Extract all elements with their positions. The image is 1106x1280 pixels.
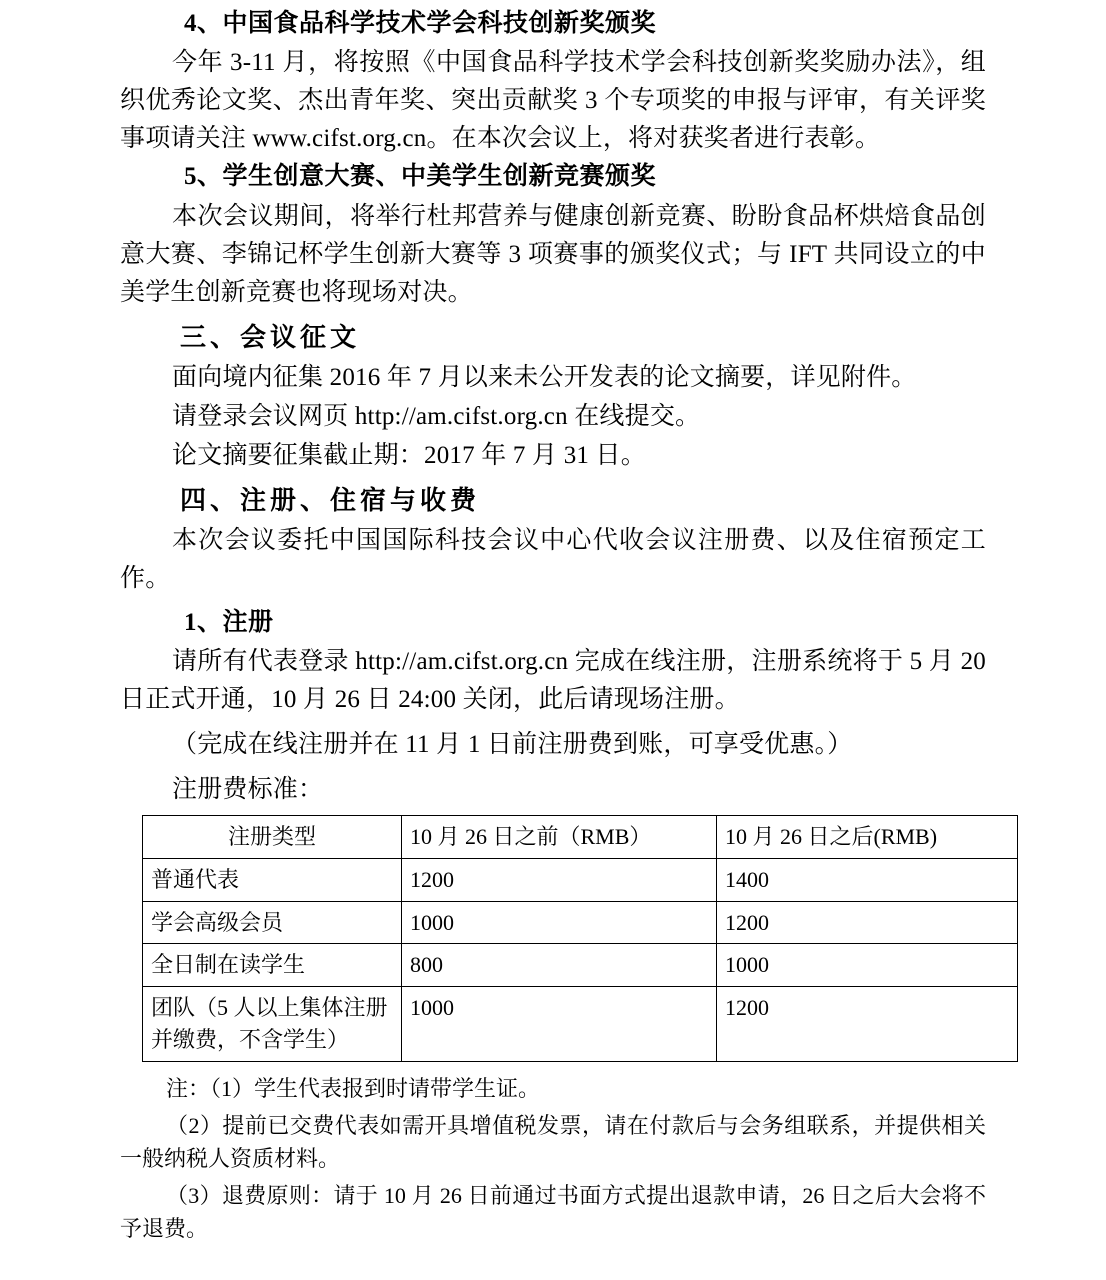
section-heading-registration: 1、注册 bbox=[184, 608, 274, 636]
fee-row-type: 全日制在读学生 bbox=[143, 944, 402, 987]
table-row bbox=[143, 987, 1018, 1062]
paragraph-call-for-papers-2: 请登录会议网页 http://am.cifst.org.cn 在线提交。 bbox=[172, 402, 701, 430]
fee-row-before: 800 bbox=[402, 944, 717, 987]
fee-row-before: 1000 bbox=[402, 987, 717, 1062]
paragraph-registration-2: （完成在线注册并在 11 月 1 日前注册费到账，可享受优惠。） bbox=[172, 730, 853, 758]
paragraph-call-for-papers-1: 面向境内征集 2016 年 7 月以来未公开发表的论文摘要，详见附件。 bbox=[172, 363, 917, 391]
paragraph-registration-1: 请所有代表登录 http://am.cifst.org.cn 完成在线注册，注册系统将于 5 月 20 日正式开通，10 月 26 日 24:00 关闭，此后请现场注册。 bbox=[120, 647, 986, 713]
table-row bbox=[143, 901, 1018, 944]
section-heading-call-for-papers: 三、会议征文 bbox=[180, 322, 361, 352]
section-heading-student-contest: 5、学生创意大赛、中美学生创新竞赛颁奖 bbox=[184, 163, 657, 191]
fee-row-after: 1200 bbox=[717, 901, 1018, 944]
table-header-after: 10 月 26 日之后(RMB) bbox=[717, 815, 1018, 858]
note-2: （2）提前已交费代表如需开具增值税发票，请在付款后与会务组联系，并提供相关一般纳税人资质材料。 bbox=[120, 1113, 986, 1172]
table-header-before: 10 月 26 日之前（RMB） bbox=[402, 815, 717, 858]
fee-row-type: 团队（5 人以上集体注册并缴费，不含学生） bbox=[143, 987, 402, 1062]
note-1: 注：（1）学生代表报到时请带学生证。 bbox=[166, 1076, 541, 1102]
fee-row-before: 1200 bbox=[402, 858, 717, 901]
fee-row-before: 1000 bbox=[402, 901, 717, 944]
fee-row-after: 1400 bbox=[717, 858, 1018, 901]
fee-row-after: 1200 bbox=[717, 987, 1018, 1062]
table-header-row bbox=[143, 815, 1018, 858]
table-header-type: 注册类型 bbox=[143, 815, 402, 858]
section-heading-award-ceremony: 4、中国食品科学技术学会科技创新奖颁奖 bbox=[184, 10, 657, 37]
paragraph-student-contest: 本次会议期间，将举行杜邦营养与健康创新竞赛、盼盼食品杯烘焙食品创意大赛、李锦记杯学生创新大赛等 3 项赛事的颁奖仪式；与 IFT 共同设立的中美学生创新竞赛也将现场对决。 bbox=[120, 202, 986, 306]
registration-fee-table bbox=[142, 815, 1018, 1062]
paragraph-call-for-papers-3: 论文摘要征集截止期：2017 年 7 月 31 日。 bbox=[172, 441, 646, 469]
table-row bbox=[143, 944, 1018, 987]
paragraph-registration-accommodation: 本次会议委托中国国际科技会议中心代收会议注册费、以及住宿预定工作。 bbox=[120, 526, 986, 592]
note-3: （3）退费原则：请于 10 月 26 日前通过书面方式提出退款申请，26 日之后大会将不予退费。 bbox=[120, 1183, 986, 1242]
section-heading-registration-accommodation: 四、注册、住宿与收费 bbox=[180, 485, 481, 515]
table-notes bbox=[120, 1072, 986, 1245]
paragraph-registration-fee-label: 注册费标准： bbox=[172, 775, 324, 803]
table-row bbox=[143, 858, 1018, 901]
fee-row-after: 1000 bbox=[717, 944, 1018, 987]
document-body bbox=[120, 6, 986, 1249]
fee-row-type: 普通代表 bbox=[143, 858, 402, 901]
fee-row-type: 学会高级会员 bbox=[143, 901, 402, 944]
paragraph-award-ceremony: 今年 3-11 月，将按照《中国食品科学技术学会科技创新奖奖励办法》，组织优秀论文奖、杰出青年奖、突出贡献奖 3 个专项奖的申报与评审，有关评奖事项请关注 www.cifst.org.cn。在本次会议上，将对获奖者进行表彰。 bbox=[120, 49, 986, 153]
